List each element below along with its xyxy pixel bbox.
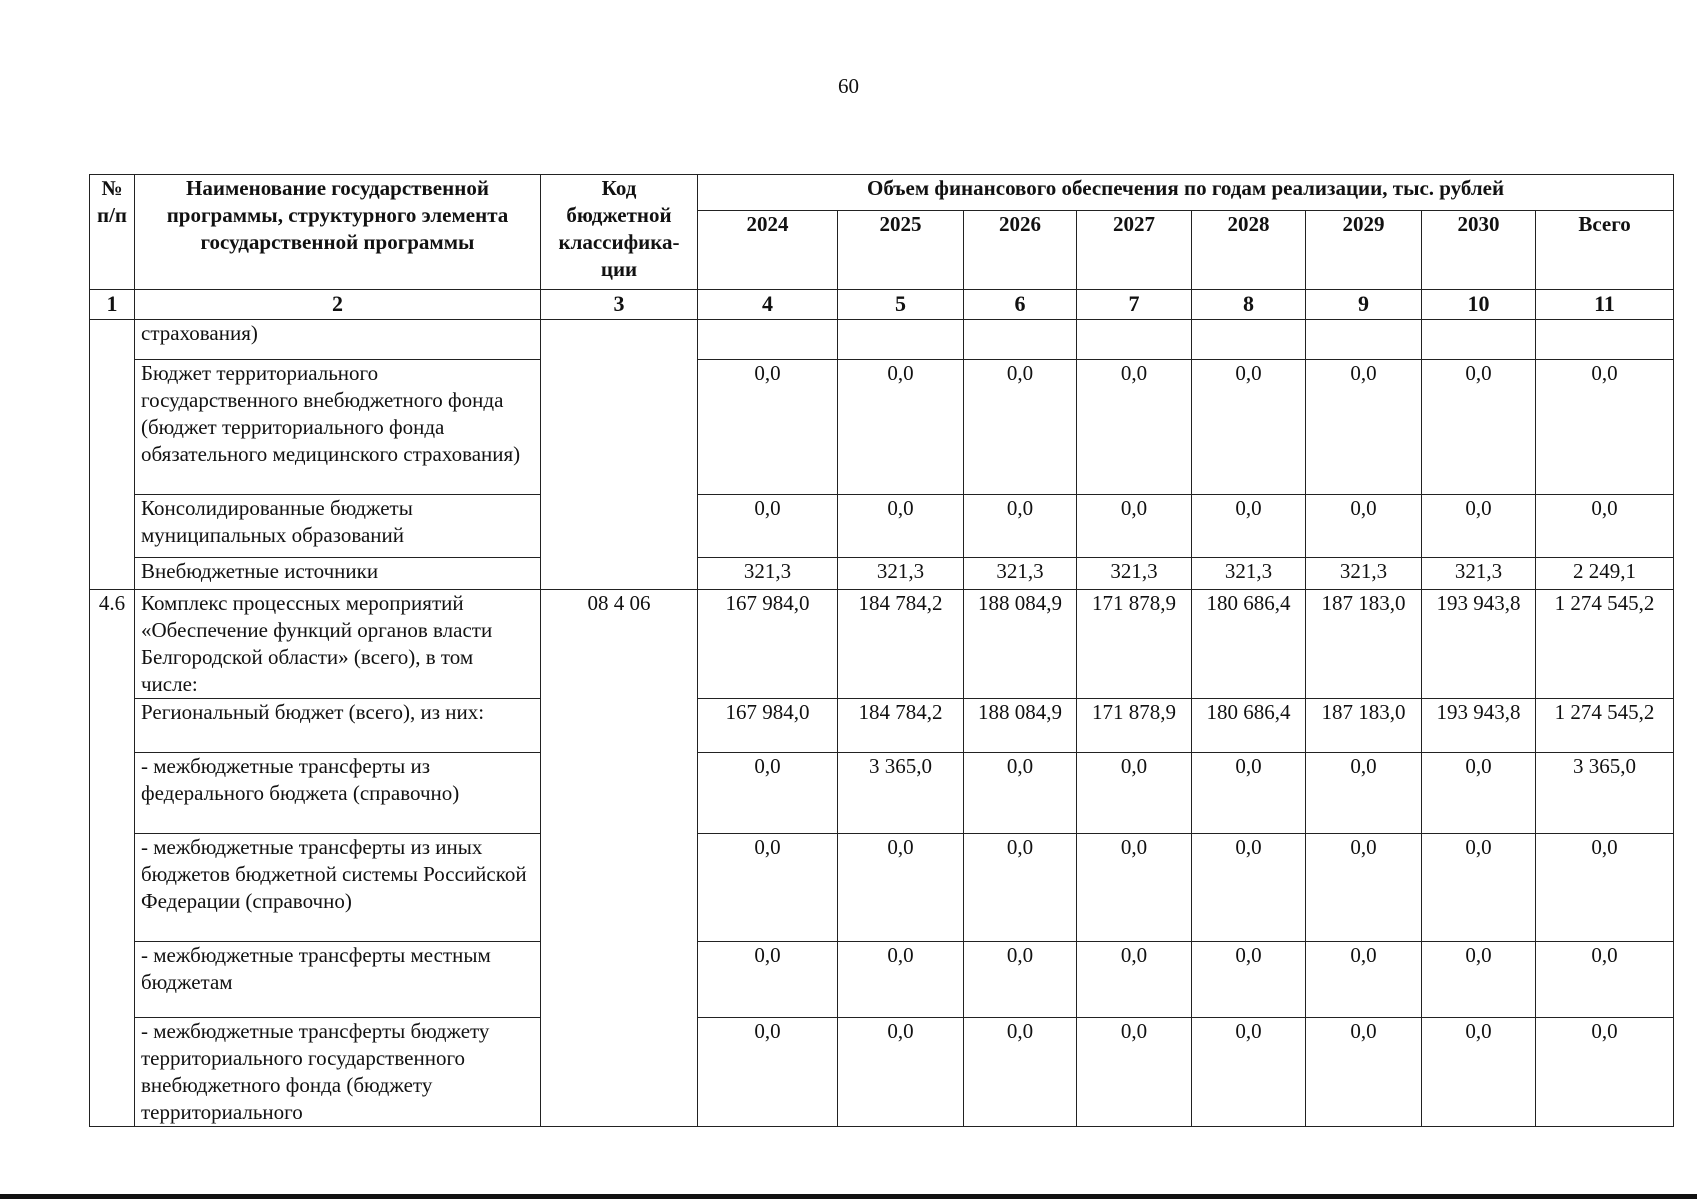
row-value: 0,0	[1077, 495, 1192, 558]
row-value: 0,0	[698, 753, 838, 834]
row-value: 0,0	[1192, 495, 1306, 558]
row-value: 184 784,2	[838, 590, 964, 699]
row-value: 171 878,9	[1077, 590, 1192, 699]
row-value: 0,0	[698, 834, 838, 942]
row-value: 321,3	[698, 558, 838, 590]
row-value: 1 274 545,2	[1536, 699, 1674, 753]
row-value: 187 183,0	[1306, 699, 1422, 753]
table-row	[90, 495, 1674, 558]
row-value	[1536, 320, 1674, 360]
table-row	[90, 320, 1674, 360]
row-value: 0,0	[964, 495, 1077, 558]
row-value: 0,0	[838, 1018, 964, 1127]
column-number: 8	[1192, 290, 1306, 320]
row-value: 0,0	[1192, 360, 1306, 495]
row-value: 0,0	[1077, 360, 1192, 495]
row-value: 0,0	[1306, 495, 1422, 558]
header-year: 2024	[698, 211, 838, 290]
row-value: 3 365,0	[838, 753, 964, 834]
row-value: 3 365,0	[1536, 753, 1674, 834]
row-code-cell	[541, 320, 698, 590]
table-row	[90, 558, 1674, 590]
table-row	[90, 834, 1674, 942]
header-col-code: Код бюджетной классифика-ции	[541, 175, 698, 290]
table-row	[90, 590, 1674, 699]
row-value: 0,0	[1306, 834, 1422, 942]
row-value: 0,0	[1077, 942, 1192, 1018]
row-value: 0,0	[838, 360, 964, 495]
header-year: 2025	[838, 211, 964, 290]
row-value: 321,3	[1306, 558, 1422, 590]
row-value: 171 878,9	[1077, 699, 1192, 753]
column-number: 10	[1422, 290, 1536, 320]
row-value: 0,0	[964, 753, 1077, 834]
row-value: 0,0	[1422, 753, 1536, 834]
row-value: 321,3	[838, 558, 964, 590]
row-index: 4.6	[90, 590, 135, 1127]
row-value: 321,3	[1422, 558, 1536, 590]
header-col-number: № п/п	[90, 175, 135, 290]
table-row	[90, 1018, 1674, 1127]
table-row	[90, 699, 1674, 753]
row-code: 08 4 06	[541, 590, 698, 1127]
row-value: 0,0	[1306, 360, 1422, 495]
row-value: 321,3	[964, 558, 1077, 590]
row-value: 193 943,8	[1422, 590, 1536, 699]
row-value	[1077, 320, 1192, 360]
financing-table	[89, 174, 1674, 1127]
header-year: 2026	[964, 211, 1077, 290]
row-value: 0,0	[1306, 753, 1422, 834]
row-value: 0,0	[1536, 942, 1674, 1018]
row-value: 0,0	[1077, 834, 1192, 942]
row-name: Внебюджетные источники	[135, 558, 541, 590]
row-value: 321,3	[1077, 558, 1192, 590]
row-value	[1422, 320, 1536, 360]
row-value: 167 984,0	[698, 590, 838, 699]
row-value: 0,0	[1192, 753, 1306, 834]
row-value: 0,0	[1192, 942, 1306, 1018]
row-value: 0,0	[1536, 360, 1674, 495]
row-name: - межбюджетные трансферты из иных бюджетов бюджетной системы Российской Федерации (справочно)	[135, 834, 541, 942]
row-value: 167 984,0	[698, 699, 838, 753]
row-value	[698, 320, 838, 360]
row-value: 0,0	[698, 360, 838, 495]
row-value: 180 686,4	[1192, 590, 1306, 699]
row-value: 0,0	[838, 495, 964, 558]
header-year: 2028	[1192, 211, 1306, 290]
row-value: 0,0	[1306, 942, 1422, 1018]
page-number: 60	[838, 74, 859, 98]
column-number: 2	[135, 290, 541, 320]
row-value: 184 784,2	[838, 699, 964, 753]
row-value: 187 183,0	[1306, 590, 1422, 699]
header-total: Всего	[1536, 211, 1674, 290]
row-value: 0,0	[964, 1018, 1077, 1127]
row-value: 0,0	[838, 942, 964, 1018]
row-value: 2 249,1	[1536, 558, 1674, 590]
table-row	[90, 753, 1674, 834]
header-col-name: Наименование государственной программы, структурного элемента государственной программы	[135, 175, 541, 290]
header-year: 2030	[1422, 211, 1536, 290]
row-value: 0,0	[838, 834, 964, 942]
column-number: 7	[1077, 290, 1192, 320]
row-name: - межбюджетные трансферты бюджету территориального государственного внебюджетного фонда (бюджету территориального	[135, 1018, 541, 1127]
row-name: - межбюджетные трансферты местным бюджетам	[135, 942, 541, 1018]
row-index-cell	[90, 320, 135, 590]
row-value	[838, 320, 964, 360]
row-value: 0,0	[1422, 360, 1536, 495]
row-value: 0,0	[698, 495, 838, 558]
header-col-volume: Объем финансового обеспечения по годам реализации, тыс. рублей	[698, 175, 1674, 211]
row-value: 0,0	[1422, 1018, 1536, 1127]
table-row	[90, 360, 1674, 495]
column-number: 5	[838, 290, 964, 320]
row-name: Комплекс процессных мероприятий «Обеспечение функций органов власти Белгородской области» (всего), в том числе:	[135, 590, 541, 699]
table-row	[90, 942, 1674, 1018]
header-year: 2029	[1306, 211, 1422, 290]
row-name: - межбюджетные трансферты из федерального бюджета (справочно)	[135, 753, 541, 834]
row-value: 0,0	[1422, 495, 1536, 558]
row-value: 0,0	[1536, 834, 1674, 942]
row-value: 0,0	[1422, 942, 1536, 1018]
row-value: 0,0	[1077, 753, 1192, 834]
row-value: 0,0	[1306, 1018, 1422, 1127]
row-value: 0,0	[1536, 1018, 1674, 1127]
column-number: 6	[964, 290, 1077, 320]
row-value: 0,0	[1192, 834, 1306, 942]
row-value: 188 084,9	[964, 699, 1077, 753]
row-value: 0,0	[1077, 1018, 1192, 1127]
row-value: 1 274 545,2	[1536, 590, 1674, 699]
row-name: страхования)	[135, 320, 541, 360]
header-year: 2027	[1077, 211, 1192, 290]
row-value: 0,0	[698, 1018, 838, 1127]
column-number: 1	[90, 290, 135, 320]
row-value: 188 084,9	[964, 590, 1077, 699]
row-value: 0,0	[698, 942, 838, 1018]
row-value: 180 686,4	[1192, 699, 1306, 753]
row-value	[1192, 320, 1306, 360]
row-name: Бюджет территориального государственного внебюджетного фонда (бюджет территориального фонда обязательного медицинского страхования)	[135, 360, 541, 495]
row-name: Региональный бюджет (всего), из них:	[135, 699, 541, 753]
row-value: 321,3	[1192, 558, 1306, 590]
column-number: 4	[698, 290, 838, 320]
row-value: 0,0	[1536, 495, 1674, 558]
row-value: 0,0	[1422, 834, 1536, 942]
column-number: 3	[541, 290, 698, 320]
row-value	[1306, 320, 1422, 360]
row-value	[964, 320, 1077, 360]
row-value: 0,0	[964, 360, 1077, 495]
bottom-rule	[0, 1194, 1697, 1199]
column-number: 11	[1536, 290, 1674, 320]
column-number: 9	[1306, 290, 1422, 320]
row-value: 0,0	[1192, 1018, 1306, 1127]
row-name: Консолидированные бюджеты муниципальных образований	[135, 495, 541, 558]
row-value: 0,0	[964, 942, 1077, 1018]
row-value: 193 943,8	[1422, 699, 1536, 753]
row-value: 0,0	[964, 834, 1077, 942]
